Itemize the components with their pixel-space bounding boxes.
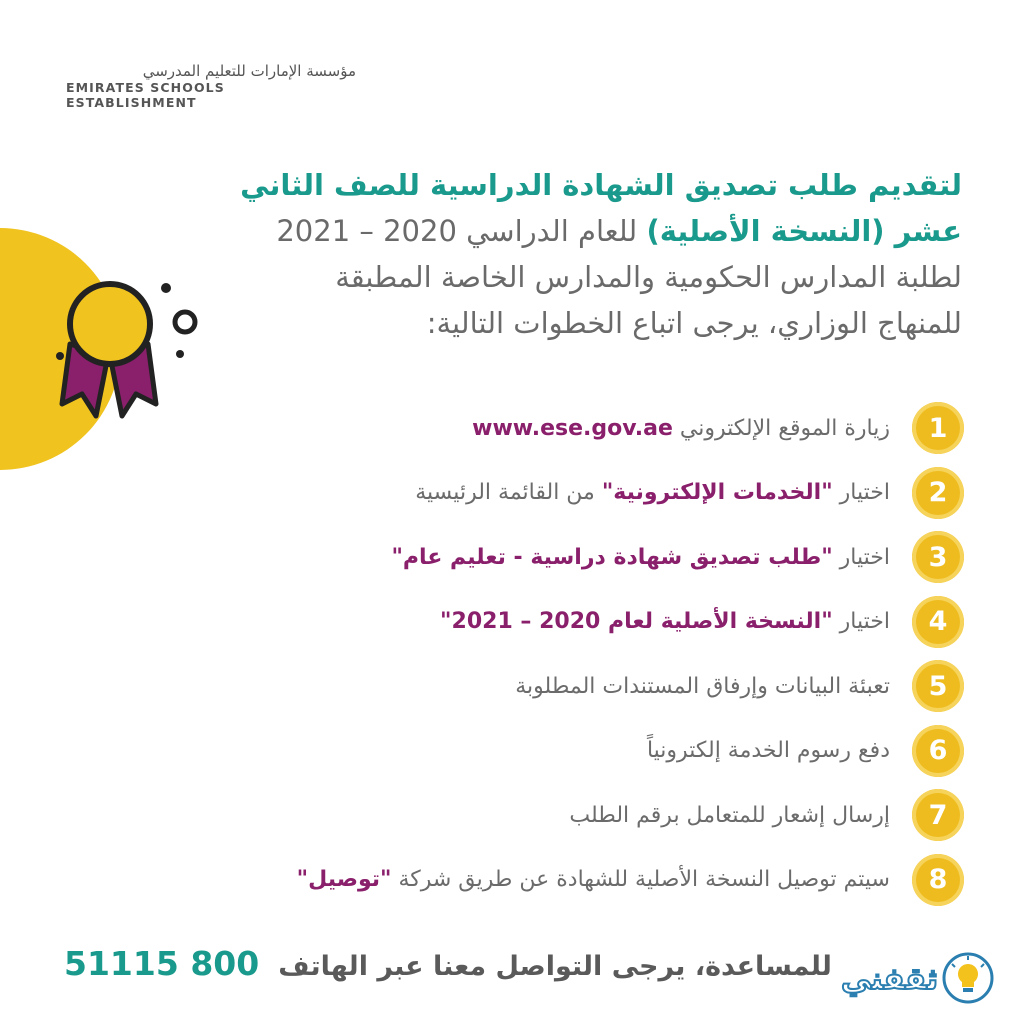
step-item <box>124 590 964 655</box>
watermark <box>840 952 1002 1012</box>
step-number: 4 <box>912 596 964 648</box>
step-text-post: من القائمة الرئيسية <box>415 480 595 506</box>
logo <box>66 62 356 110</box>
footer-text: للمساعدة، يرجى التواصل معنا عبر الهاتف <box>278 951 832 982</box>
footer-contact <box>64 944 964 983</box>
step-number: 5 <box>912 660 964 712</box>
step-item <box>124 719 964 784</box>
step-number: 3 <box>912 531 964 583</box>
headline-line-1: لتقديم طلب تصديق الشهادة الدراسية للصف الثاني <box>240 168 962 202</box>
step-text <box>647 738 890 763</box>
lightbulb-icon <box>940 952 996 1012</box>
step-text <box>472 416 890 441</box>
step-item <box>124 848 964 913</box>
step-text-pre: اختيار <box>839 609 890 635</box>
step-text <box>569 803 890 828</box>
step-text <box>515 674 890 699</box>
step-text-pre: زيارة الموقع الإلكتروني <box>679 415 890 441</box>
steps-list <box>124 396 964 912</box>
headline <box>222 162 962 346</box>
step-number: 2 <box>912 467 964 519</box>
step-text <box>297 867 890 892</box>
step-text-pre: إرسال إشعار للمتعامل برقم الطلب <box>569 802 890 828</box>
step-text <box>440 609 890 634</box>
step-highlight: "طلب تصديق شهادة دراسية - تعليم عام" <box>391 544 833 570</box>
step-number: 1 <box>912 402 964 454</box>
step-number: 7 <box>912 789 964 841</box>
step-text <box>391 545 890 570</box>
step-text-pre: اختيار <box>839 544 890 570</box>
headline-line-3: لطلبة المدارس الحكومية والمدارس الخاصة المطبقة <box>335 260 962 294</box>
step-text-pre: دفع رسوم الخدمة إلكترونياً <box>646 738 890 764</box>
step-text-pre: تعبئة البيانات وإرفاق المستندات المطلوبة <box>515 673 890 699</box>
step-highlight: "النسخة الأصلية لعام 2020 – 2021" <box>440 609 833 635</box>
step-item <box>124 783 964 848</box>
step-text-pre: سيتم توصيل النسخة الأصلية للشهادة عن طريق شركة <box>398 867 890 893</box>
headline-line-2 <box>222 208 962 254</box>
step-text <box>415 480 890 505</box>
headline-line-2-bold: عشر (النسخة الأصلية) <box>646 214 962 248</box>
step-item <box>124 461 964 526</box>
step-highlight: "توصيل" <box>296 867 392 893</box>
step-item <box>124 654 964 719</box>
step-number: 6 <box>912 725 964 777</box>
headline-line-4: للمنهاج الوزاري، يرجى اتباع الخطوات التالية: <box>426 306 962 340</box>
step-text-pre: اختيار <box>839 480 890 506</box>
logo-english: EMIRATES SCHOOLS ESTABLISHMENT <box>66 80 225 110</box>
logo-arabic: مؤسسة الإمارات للتعليم المدرسي <box>142 62 356 80</box>
watermark-text: ثقفني <box>840 962 938 997</box>
step-item <box>124 525 964 590</box>
step-item <box>124 396 964 461</box>
step-highlight: "الخدمات الإلكترونية" <box>601 480 833 506</box>
website-link[interactable]: www.ese.gov.ae <box>472 415 673 441</box>
phone-number[interactable]: 800 51115 <box>64 944 260 983</box>
headline-line-2-rest: للعام الدراسي 2020 – 2021 <box>276 214 638 248</box>
step-number: 8 <box>912 854 964 906</box>
